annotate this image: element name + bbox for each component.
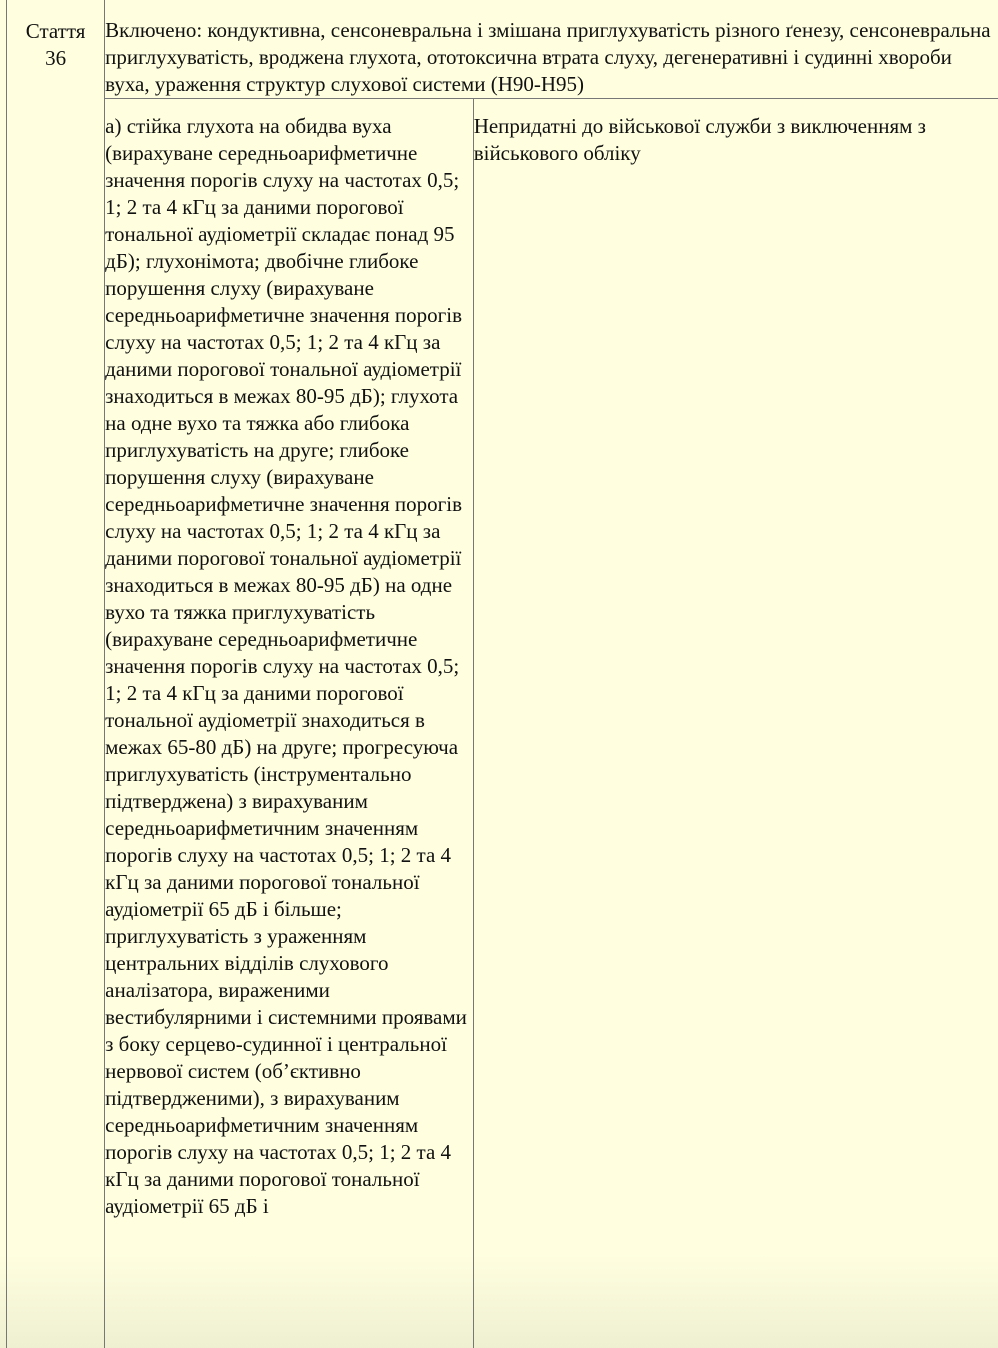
item-a-row <box>7 99 998 1348</box>
article-number-cell <box>7 0 105 1348</box>
item-a-conclusion-text: Непридатні до військової служби з виключенням з військового обліку <box>473 114 926 165</box>
disease-schedule-table <box>6 0 998 1348</box>
item-a-diagnosis-cell <box>105 99 474 1348</box>
included-row <box>7 0 998 99</box>
included-cell <box>105 0 998 99</box>
article-number: 36 <box>45 46 67 70</box>
item-a-diagnosis-text: а) стійка глухота на обидва вуха (вирахуване середньоарифметичне значення порогів слуху на частотах 0,5; 1; 2 та 4 кГц за даними порогової тональної аудіометрії складає понад 95 дБ); глухонімота; двобічне глибоке порушення слуху (вирахуване середньоарифметичне значення порогів слуху на частотах 0,5; 1; 2 та 4 кГц за даними порогової тональної аудіометрії знаходиться в межах 80-95 дБ); глухота на одне вухо та тяжка або глибока приглухуватість на друге; глибоке порушення слуху (вирахуване середньоарифметичне значення порогів слуху на частотах 0,5; 1; 2 та 4 кГц за даними порогової тональної аудіометрії знаходиться в межах 80-95 дБ) на одне вухо та тяжка приглухуватість (вирахуване середньоарифметичне значення порогів слуху на частотах 0,5; 1; 2 та 4 кГц за даними порогової тональної аудіометрії знаходиться в межах 65-80 дБ) на друге; прогресуюча приглухуватість (інструментально підтверджена) з вирахуваним середньоарифметичним значенням порогів слуху на частотах 0,5; 1; 2 та 4 кГц за даними порогової тональної аудіометрії 65 дБ і більше; приглухуватість з ураженням центральних відділів слухового аналізатора, вираженими вестибулярними і системними проявами з боку серцево-судинної і центральної нервової систем (об’єктивно підтвердженими), з вирахуваним середньоарифметичним значенням порогів слуху на частотах 0,5; 1; 2 та 4 кГц за даними порогової тональної аудіометрії 65 дБ і <box>105 114 467 1218</box>
item-a-conclusion-cell <box>473 99 998 1348</box>
included-text: Включено: кондуктивна, сенсоневральна і змішана приглухуватість різного ґенезу, сенсоневральна приглухуватість, вроджена глухота, ототоксична втрата слуху, дегенеративні і судинні хвороби вуха, ураження структур слухової системи (H90-H95) <box>105 18 991 96</box>
article-label: Стаття <box>25 19 86 43</box>
